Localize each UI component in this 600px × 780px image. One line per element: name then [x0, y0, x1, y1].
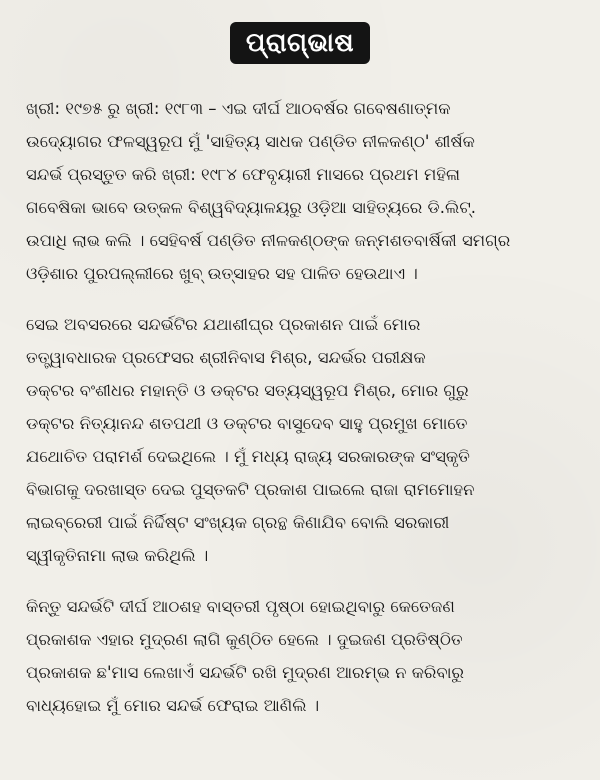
text-line: ତତ୍ତ୍ୱାବଧାରକ ପ୍ରଫେସର ଶ୍ରୀନିବାସ ମିଶ୍ର, ସନ୍ଦର୍ଭର ପରୀକ୍ଷକ — [26, 348, 426, 367]
text-line: ଉଦ୍ୟୋଗର ଫଳସ୍ୱରୂପ ମୁଁ 'ସାହିତ୍ୟ ସାଧକ ପଣ୍ଡିତ ନୀଳକଣ୍ଠ' ଶୀର୍ଷକ — [26, 132, 475, 151]
text-line: ପ୍ରକାଶକ ଛ'ମାସ ଲେଖାଏଁ ସନ୍ଦର୍ଭଟି ରଖି ମୁଦ୍ରଣ ଆରମ୍ଭ ନ କରିବାରୁ — [26, 663, 464, 682]
paragraph-1 — [26, 92, 582, 290]
text-line: ଖ୍ରୀ: ୧୯୭୫ ରୁ ଖ୍ରୀ: ୧୯୮୩ – ଏଇ ଦୀର୍ଘ ଆଠବର୍ଷର ଗବେଷଣାତ୍ମକ — [26, 99, 451, 118]
text-line: ପ୍ରକାଶକ ଏହାର ମୁଦ୍ରଣ ଲାଗି କୁଣ୍ଠିତ ହେଲେ । ଦୁଇଜଣ ପ୍ରତିଷ୍ଠିତ — [26, 630, 463, 649]
text-line: ଲାଇବ୍ରେରୀ ପାଇଁ ନିର୍ଦ୍ଦିଷ୍ଟ ସଂଖ୍ୟକ ଗ୍ରନ୍ଥ କିଣାଯିବ ବୋଲି ସରକାରୀ — [26, 513, 450, 532]
page-title: ପ୍ରାଗ୍ଭାଷ — [230, 22, 370, 64]
text-line: ସେଇ ଅବସରରେ ସନ୍ଦର୍ଭଟିର ଯଥାଶୀଘ୍ର ପ୍ରକାଶନ ପାଇଁ ମୋର — [26, 315, 421, 334]
paragraph-gap — [26, 290, 582, 308]
paragraph-3 — [26, 590, 582, 722]
title-wrapper — [0, 22, 600, 64]
text-line: ଓଡ଼ିଶାର ପୁରପଲ୍ଲୀରେ ଖୁବ୍ ଉତ୍ସାହର ସହ ପାଳିତ ହେଉଥାଏ । — [26, 264, 418, 283]
text-line: କିନ୍ତୁ ସନ୍ଦର୍ଭଟି ଦୀର୍ଘ ଆଠଶହ ବାସ୍ତରୀ ପୃଷ୍ଠା ହୋଇଥିବାରୁ କେତେଜଣ — [26, 597, 455, 616]
document-body — [26, 92, 582, 722]
paragraph-2 — [26, 308, 582, 572]
text-line: ଗବେଷିକା ଭାବେ ଉତ୍କଳ ବିଶ୍ୱବିଦ୍ୟାଳୟରୁ ଓଡ଼ିଆ ସାହିତ୍ୟରେ ଡି.ଲିଟ୍. — [26, 198, 477, 217]
text-line: ବାଧ୍ୟହୋଇ ମୁଁ ମୋର ସନ୍ଦର୍ଭ ଫେରାଇ ଆଣିଲି । — [26, 696, 320, 715]
text-line: ସନ୍ଦର୍ଭ ପ୍ରସ୍ତୁତ କରି ଖ୍ରୀ: ୧୯୮୪ ଫେବୃୟାରୀ ମାସରେ ପ୍ରଥମ ମହିଳା — [26, 165, 460, 184]
text-line: ବିଭାଗକୁ ଦରଖାସ୍ତ ଦେଇ ପୁସ୍ତକଟି ପ୍ରକାଶ ପାଇଲେ ରାଜା ରାମମୋହନ — [26, 480, 475, 499]
text-line: ସ୍ୱୀକୃତିନାମା ଲାଭ କରିଥିଲି । — [26, 546, 209, 565]
text-line: ଯଥୋଚିତ ପରାମର୍ଶ ଦେଇଥିଲେ । ମୁଁ ମଧ୍ୟ ରାଜ୍ୟ ସରକାରଙ୍କ ସଂସ୍କୃତି — [26, 447, 470, 466]
paragraph-gap — [26, 572, 582, 590]
text-line: ଡକ୍ଟର ନିତ୍ୟାନନ୍ଦ ଶତପଥୀ ଓ ଡକ୍ଟର ବାସୁଦେବ ସାହୁ ପ୍ରମୁଖ ମୋତେ — [26, 414, 468, 433]
text-line: ଡକ୍ଟର ବଂଶୀଧର ମହାନ୍ତି ଓ ଡକ୍ଟର ସତ୍ୟସ୍ୱରୂପ ମିଶ୍ର, ମୋର ଗୁରୁ — [26, 381, 469, 400]
text-line: ଉପାଧି ଲାଭ କଲି । ସେହିବର୍ଷ ପଣ୍ଡିତ ନୀଳକଣ୍ଠଙ୍କ ଜନ୍ମଶତବାର୍ଷିକୀ ସମଗ୍ର — [26, 231, 511, 250]
